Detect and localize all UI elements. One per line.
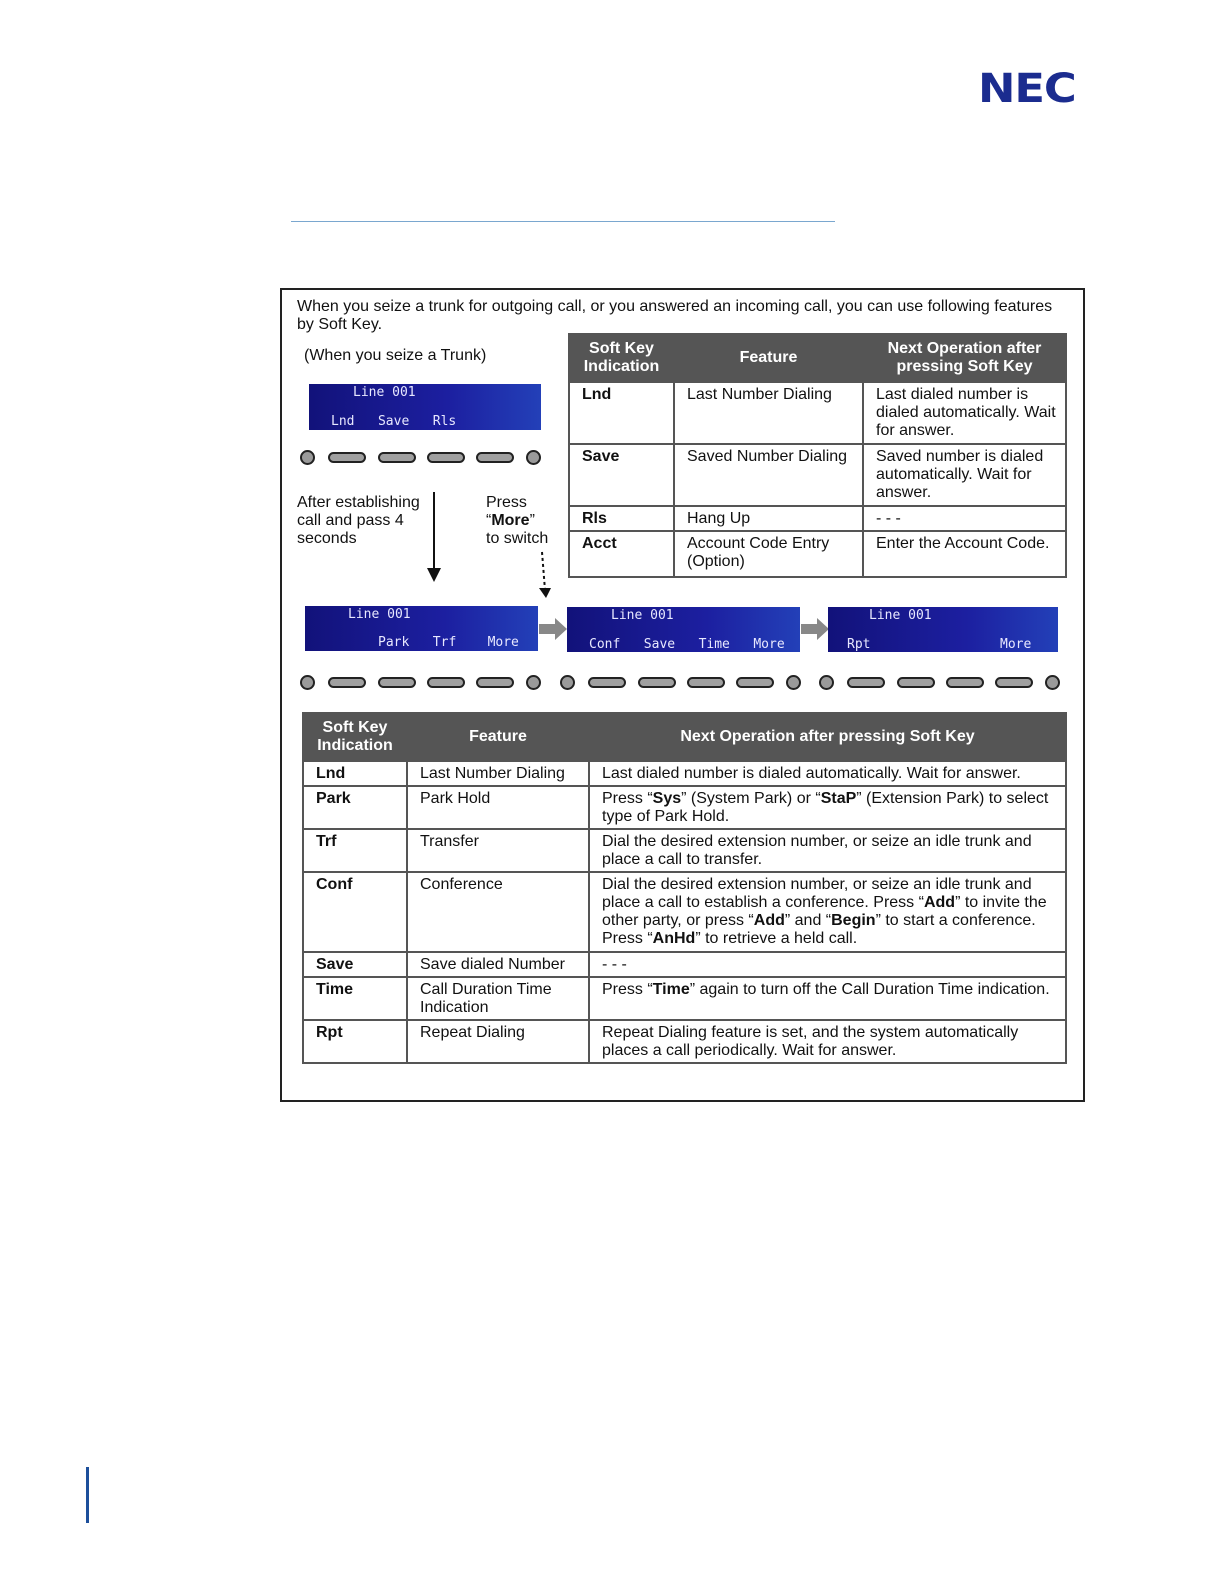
key-name: Add bbox=[753, 912, 785, 929]
next-operation-cell: Last dialed number is dialed automatically. Wait for answer. bbox=[863, 382, 1066, 444]
scroll-right-key[interactable] bbox=[526, 450, 541, 465]
next-operation-cell bbox=[589, 977, 1066, 1020]
feature-cell: Hang Up bbox=[674, 506, 863, 531]
lcd-screen-3 bbox=[828, 607, 1058, 652]
table-row bbox=[569, 382, 1066, 444]
header-rule bbox=[291, 221, 835, 222]
text: ” and “ bbox=[784, 912, 832, 929]
key-name: StaP bbox=[820, 790, 857, 807]
softkey-row-3 bbox=[819, 674, 1064, 694]
key-name: Sys bbox=[652, 790, 682, 807]
softkey-cell: Lnd bbox=[303, 761, 407, 786]
text: ” to start a conference. Press “ bbox=[602, 912, 1036, 947]
to-switch-text: to switch bbox=[486, 530, 549, 547]
after-establishing-label: After establishing call and pass 4 seconds bbox=[297, 494, 420, 547]
lcd-screen-2 bbox=[567, 607, 800, 652]
table-row bbox=[569, 444, 1066, 506]
established-call-softkey-table bbox=[302, 712, 1067, 1064]
scroll-right-key[interactable] bbox=[1045, 675, 1060, 690]
dotted-down-arrow-icon bbox=[534, 550, 554, 600]
softkey-3[interactable] bbox=[946, 677, 984, 688]
key-name: Begin bbox=[831, 912, 876, 929]
softkey-4[interactable] bbox=[995, 677, 1033, 688]
text: ” again to turn off the Call Duration Time indication. bbox=[689, 981, 1050, 998]
table-row bbox=[303, 786, 1066, 829]
softkey-cell: Rpt bbox=[303, 1020, 407, 1063]
softkey-cell: Save bbox=[303, 952, 407, 977]
press-text: Press bbox=[486, 494, 527, 511]
next-operation-cell bbox=[589, 786, 1066, 829]
softkey-cell: Lnd bbox=[569, 382, 674, 444]
softkey-1[interactable] bbox=[328, 452, 366, 463]
table-row bbox=[303, 977, 1066, 1020]
header-next-operation: Next Operation after pressing Soft Key bbox=[589, 713, 1066, 761]
lcd-softkeys-text: Lnd Save Rls bbox=[331, 414, 457, 429]
seize-trunk-label: (When you seize a Trunk) bbox=[304, 347, 487, 364]
softkey-row-2 bbox=[560, 674, 805, 694]
softkey-1[interactable] bbox=[588, 677, 626, 688]
next-operation-cell: Last dialed number is dialed automatically. Wait for answer. bbox=[589, 761, 1066, 786]
key-name: AnHd bbox=[652, 930, 696, 947]
softkey-cell: Time bbox=[303, 977, 407, 1020]
softkey-4[interactable] bbox=[476, 452, 514, 463]
feature-cell: Account Code Entry (Option) bbox=[674, 531, 863, 577]
softkey-2[interactable] bbox=[378, 452, 416, 463]
scroll-right-key[interactable] bbox=[786, 675, 801, 690]
softkey-3[interactable] bbox=[687, 677, 725, 688]
scroll-right-key[interactable] bbox=[526, 675, 541, 690]
header-next-operation: Next Operation after pressing Soft Key bbox=[863, 334, 1066, 382]
softkey-cell: Conf bbox=[303, 872, 407, 952]
lcd-softkeys-right: More bbox=[1000, 637, 1032, 652]
table-row bbox=[303, 952, 1066, 977]
text: ” (System Park) or “ bbox=[681, 790, 821, 807]
softkey-2[interactable] bbox=[638, 677, 676, 688]
softkey-1[interactable] bbox=[847, 677, 885, 688]
open-quote: “ bbox=[486, 512, 492, 529]
feature-cell: Conference bbox=[407, 872, 589, 952]
lcd-softkeys-text: Conf Save Time More bbox=[589, 637, 785, 652]
softkey-cell: Rls bbox=[569, 506, 674, 531]
scroll-left-key[interactable] bbox=[300, 675, 315, 690]
header-softkey: Soft Key Indication bbox=[569, 334, 674, 382]
text: Dial the desired extension number, or seize an idle trunk and place a call to establish a conference. Press “ bbox=[602, 876, 1032, 911]
table-row bbox=[569, 531, 1066, 577]
softkey-4[interactable] bbox=[736, 677, 774, 688]
page-number-bar bbox=[86, 1467, 89, 1523]
table-row bbox=[303, 829, 1066, 872]
feature-cell: Saved Number Dialing bbox=[674, 444, 863, 506]
text: ” to invite the other party, or press “ bbox=[602, 894, 1047, 929]
table-row bbox=[303, 761, 1066, 786]
lcd-softkeys-left: Rpt bbox=[847, 637, 871, 652]
feature-cell: Call Duration Time Indication bbox=[407, 977, 589, 1020]
trunk-softkey-table bbox=[568, 333, 1067, 578]
intro-text: When you seize a trunk for outgoing call, or you answered an incoming call, you can use following features by Soft Key. bbox=[297, 298, 1053, 333]
right-arrow-icon bbox=[801, 618, 829, 640]
table-row bbox=[303, 1020, 1066, 1063]
down-arrow-icon bbox=[424, 490, 444, 585]
feature-cell: Park Hold bbox=[407, 786, 589, 829]
feature-cell: Repeat Dialing bbox=[407, 1020, 589, 1063]
softkey-row-1 bbox=[300, 674, 545, 694]
lcd-line-text: Line 001 bbox=[353, 385, 416, 400]
nec-logo: NEC bbox=[978, 66, 1076, 112]
table-row bbox=[303, 872, 1066, 952]
text: Press “ bbox=[602, 790, 653, 807]
softkey-1[interactable] bbox=[328, 677, 366, 688]
text: Press “ bbox=[602, 981, 653, 998]
lcd-line-text: Line 001 bbox=[348, 607, 411, 622]
softkey-3[interactable] bbox=[427, 677, 465, 688]
lcd-line-text: Line 001 bbox=[611, 608, 674, 623]
header-softkey: Soft Key Indication bbox=[303, 713, 407, 761]
next-operation-cell: Saved number is dialed automatically. Wait for answer. bbox=[863, 444, 1066, 506]
press-more-label bbox=[486, 494, 566, 548]
next-operation-cell: - - - bbox=[589, 952, 1066, 977]
next-operation-cell bbox=[589, 872, 1066, 952]
softkey-cell: Trf bbox=[303, 829, 407, 872]
key-name: Add bbox=[923, 894, 956, 911]
feature-cell: Transfer bbox=[407, 829, 589, 872]
close-quote: ” bbox=[529, 512, 535, 529]
more-key-name: More bbox=[491, 512, 530, 529]
scroll-left-key[interactable] bbox=[819, 675, 834, 690]
text: ” to retrieve a held call. bbox=[695, 930, 858, 947]
header-feature: Feature bbox=[407, 713, 589, 761]
header-feature: Feature bbox=[674, 334, 863, 382]
table-row bbox=[569, 506, 1066, 531]
softkey-3[interactable] bbox=[427, 452, 465, 463]
lcd-line-text: Line 001 bbox=[869, 608, 932, 623]
lcd-screen-1 bbox=[305, 606, 538, 651]
softkey-cell: Acct bbox=[569, 531, 674, 577]
next-operation-cell: Dial the desired extension number, or seize an idle trunk and place a call to transfer. bbox=[589, 829, 1066, 872]
feature-cell: Last Number Dialing bbox=[407, 761, 589, 786]
softkey-cell: Park bbox=[303, 786, 407, 829]
next-operation-cell: - - - bbox=[863, 506, 1066, 531]
softkey-cell: Save bbox=[569, 444, 674, 506]
scroll-left-key[interactable] bbox=[300, 450, 315, 465]
next-operation-cell: Enter the Account Code. bbox=[863, 531, 1066, 577]
scroll-left-key[interactable] bbox=[560, 675, 575, 690]
feature-cell: Save dialed Number bbox=[407, 952, 589, 977]
softkey-2[interactable] bbox=[378, 677, 416, 688]
softkey-row-main bbox=[300, 449, 545, 469]
softkey-4[interactable] bbox=[476, 677, 514, 688]
feature-cell: Last Number Dialing bbox=[674, 382, 863, 444]
key-name: Time bbox=[652, 981, 690, 998]
softkey-2[interactable] bbox=[897, 677, 935, 688]
next-operation-cell: Repeat Dialing feature is set, and the system automatically places a call periodically. Wait for answer. bbox=[589, 1020, 1066, 1063]
lcd-softkeys-text: Park Trf More bbox=[378, 635, 519, 650]
text: ” (Extension Park) to select type of Park Hold. bbox=[602, 790, 1049, 825]
lcd-screen-main bbox=[309, 384, 541, 430]
right-arrow-icon bbox=[539, 618, 567, 640]
